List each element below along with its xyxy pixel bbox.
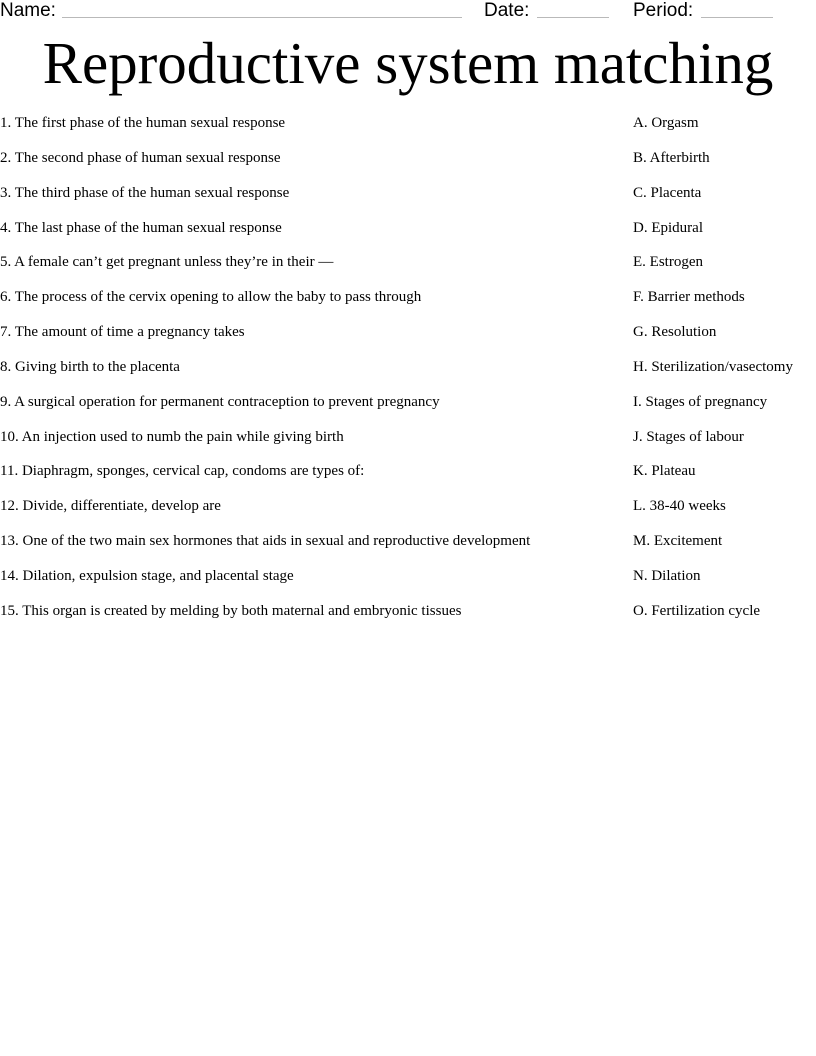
question-item: 4. The last phase of the human sexual response (0, 219, 282, 236)
question-item: 2. The second phase of human sexual response (0, 149, 281, 166)
question-item: 7. The amount of time a pregnancy takes (0, 324, 245, 341)
answer-item: N. Dilation (633, 567, 701, 584)
question-item: 5. A female can’t get pregnant unless they’re in their — (0, 254, 334, 271)
question-item: 15. This organ is created by melding by both maternal and embryonic tissues (0, 602, 462, 619)
date-label: Date: (484, 0, 530, 21)
answer-item: A. Orgasm (633, 115, 699, 131)
worksheet-header (0, 0, 816, 22)
period-label: Period: (633, 0, 694, 21)
answer-item: E. Estrogen (633, 254, 703, 271)
question-item: 6. The process of the cervix opening to allow the baby to pass through (0, 289, 422, 306)
answer-item: J. Stages of labour (633, 428, 744, 445)
answer-item: C. Placenta (633, 184, 702, 201)
name-label: Name: (0, 0, 56, 21)
date-blank-line[interactable] (537, 17, 609, 18)
answer-item: D. Epidural (633, 219, 703, 236)
page-title: Reproductive system matching (42, 30, 774, 96)
answer-list (633, 114, 816, 637)
question-item: 9. A surgical operation for permanent contraception to prevent pregnancy (0, 393, 440, 410)
question-item: 10. An injection used to numb the pain while giving birth (0, 428, 344, 445)
answer-item: G. Resolution (633, 324, 717, 341)
answer-item: I. Stages of pregnancy (633, 393, 768, 410)
question-item: 12. Divide, differentiate, develop are (0, 498, 221, 515)
name-blank-line[interactable] (62, 17, 462, 18)
question-item: 1. The first phase of the human sexual response (0, 115, 286, 131)
question-list (0, 114, 610, 637)
answer-item: F. Barrier methods (633, 289, 745, 306)
period-blank-line[interactable] (701, 17, 773, 18)
answer-item: L. 38-40 weeks (633, 498, 726, 515)
answer-item: M. Excitement (633, 533, 723, 550)
answer-item: H. Sterilization/vasectomy (633, 358, 793, 375)
question-item: 14. Dilation, expulsion stage, and placental stage (0, 567, 294, 584)
question-item: 13. One of the two main sex hormones that aids in sexual and reproductive development (0, 533, 531, 550)
answer-item: K. Plateau (633, 463, 696, 480)
answer-item: B. Afterbirth (633, 149, 710, 166)
question-item: 8. Giving birth to the placenta (0, 358, 180, 375)
question-item: 3. The third phase of the human sexual response (0, 184, 290, 201)
question-item: 11. Diaphragm, sponges, cervical cap, condoms are types of: (0, 463, 365, 480)
answer-item: O. Fertilization cycle (633, 602, 761, 619)
